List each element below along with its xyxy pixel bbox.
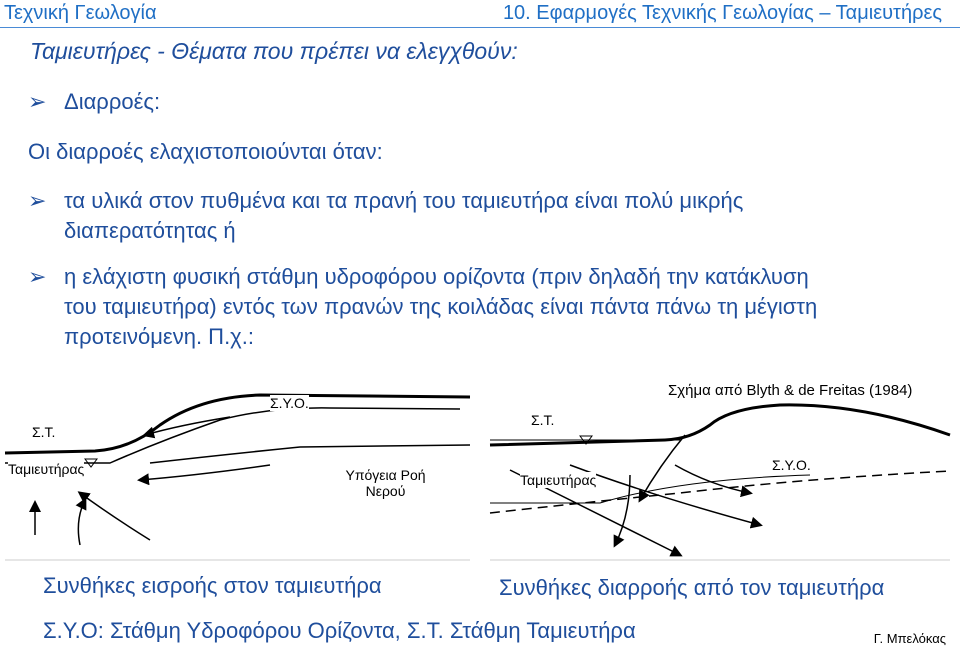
slide-title: Ταμιευτήρες - Θέματα που πρέπει να ελεγχθούν: — [30, 38, 518, 64]
bullet-arrow-icon: ➢ — [28, 264, 47, 289]
abbreviations-note: Σ.Υ.Ο: Στάθμη Υδροφόρου Ορίζοντα, Σ.Τ. Στάθμη Ταμιευτήρα — [43, 618, 636, 643]
author-name: Γ. Μπελόκας — [873, 631, 946, 646]
leakage-caption: Συνθήκες διαρροής από τον ταμιευτήρα — [499, 575, 885, 600]
groundwater-flow-label: Υπόγεια Ροή Νερού — [333, 467, 438, 499]
bullet-line: τα υλικά στον πυθμένα και τα πρανή του ταμιευτήρα είναι πολύ μικρής — [64, 188, 744, 213]
reservoir-label: Ταμιευτήρας — [520, 472, 597, 488]
water-table-label: Σ.Υ.Ο. — [270, 395, 309, 411]
bullet-arrow-icon: ➢ — [28, 188, 47, 213]
inflow-diagram — [0, 375, 470, 565]
bullet-item-2 — [28, 262, 948, 352]
reservoir-level-label: Σ.Τ. — [531, 412, 555, 428]
bullet-line: διαπερατότητας ή — [64, 218, 236, 243]
header-divider — [0, 27, 960, 28]
bullet-item-1 — [28, 186, 928, 246]
intro-text: Οι διαρροές ελαχιστοποιούνται όταν: — [28, 139, 383, 164]
chapter-title: 10. Εφαρμογές Τεχνικής Γεωλογίας – Ταμιευτήρες — [502, 2, 942, 24]
bullet-line: η ελάχιστη φυσική στάθμη υδροφόρου ορίζοντα (πριν δηλαδή την κατάκλυση — [64, 264, 809, 289]
water-table-label: Σ.Υ.Ο. — [772, 457, 811, 473]
course-title: Τεχνική Γεωλογία — [4, 2, 157, 24]
figure-source: Σχήμα από Blyth & de Freitas (1984) — [668, 382, 913, 399]
bullet-line: του ταμιευτήρα) εντός των πρανών της κοιλάδας είναι πάντα πάνω τη μέγιστη — [64, 294, 818, 319]
slide-header — [0, 0, 960, 28]
bullet-arrow-icon: ➢ — [28, 89, 47, 114]
leakage-diagram-svg — [480, 375, 960, 565]
bullet-text: Διαρροές: — [64, 89, 161, 114]
inflow-caption: Συνθήκες εισροής στον ταμιευτήρα — [43, 573, 382, 598]
reservoir-level-label: Σ.Τ. — [32, 424, 56, 440]
leakage-diagram — [480, 375, 960, 565]
bullet-leakage — [28, 87, 160, 117]
reservoir-label: Ταμιευτήρας — [8, 461, 85, 477]
bullet-line: προτεινόμενη. Π.χ.: — [64, 324, 254, 349]
